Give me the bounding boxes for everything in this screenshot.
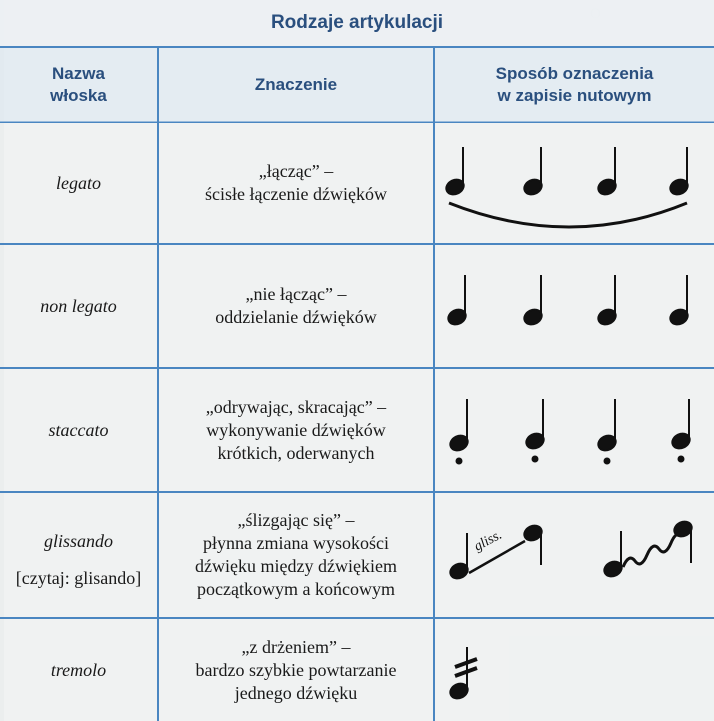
row-meaning (159, 123, 433, 243)
row-name: tremolo (50, 659, 107, 680)
legato-notation (435, 123, 714, 243)
meaning-line: krótkich, oderwanych (217, 442, 375, 463)
meaning-line: oddzielanie dźwięków (215, 307, 377, 327)
header-text: włoska (50, 86, 107, 105)
tremolo-notation (435, 619, 714, 721)
meaning-line: „łącząc” – (258, 161, 334, 181)
header-notation (435, 48, 714, 122)
meaning-line: „nie łącząc” – (245, 284, 347, 304)
header-text: Sposób oznaczenia (495, 64, 654, 83)
row-name: non legato (40, 295, 117, 316)
row-name (0, 493, 157, 617)
meaning-line: płynna zmiana wysokości (203, 533, 389, 553)
meaning-line: dźwięku między dźwiękiem (195, 556, 397, 576)
wavy-line (623, 533, 681, 567)
header-text: w zapisie nutowym (497, 86, 652, 105)
header-meaning (159, 48, 433, 122)
row-name: staccato (48, 419, 109, 440)
meaning-line: jednego dźwięku (234, 682, 358, 703)
slur-mark (449, 203, 687, 227)
row-meaning (159, 619, 433, 721)
meaning-line: wykonywanie dźwięków (206, 419, 386, 440)
meaning-line: „z drżeniem” – (241, 636, 351, 657)
table-title: Rodzaje artykulacji (0, 0, 714, 46)
meaning-line: „ślizgając się” – (237, 510, 355, 530)
row-meaning (159, 369, 433, 491)
gliss-label: gliss. (471, 527, 505, 555)
meaning-line: „odrywając, skracając” – (205, 396, 387, 417)
row-name: legato (56, 172, 101, 193)
header-text: Znaczenie (254, 75, 338, 94)
glissando-notation (435, 493, 714, 617)
header-text: Nazwa (52, 64, 105, 83)
pronunciation-text: [czytaj: glisando] (15, 568, 142, 588)
row-meaning (159, 493, 433, 617)
non-legato-notation (435, 245, 714, 367)
name-text: glissando (43, 531, 113, 551)
header-name (0, 48, 157, 122)
meaning-line: początkowym a końcowym (197, 579, 395, 599)
meaning-line: bardzo szybkie powtarzanie (195, 659, 397, 680)
meaning-line: ścisłe łączenie dźwięków (205, 184, 387, 204)
staccato-notation (435, 369, 714, 491)
row-meaning (159, 245, 433, 367)
